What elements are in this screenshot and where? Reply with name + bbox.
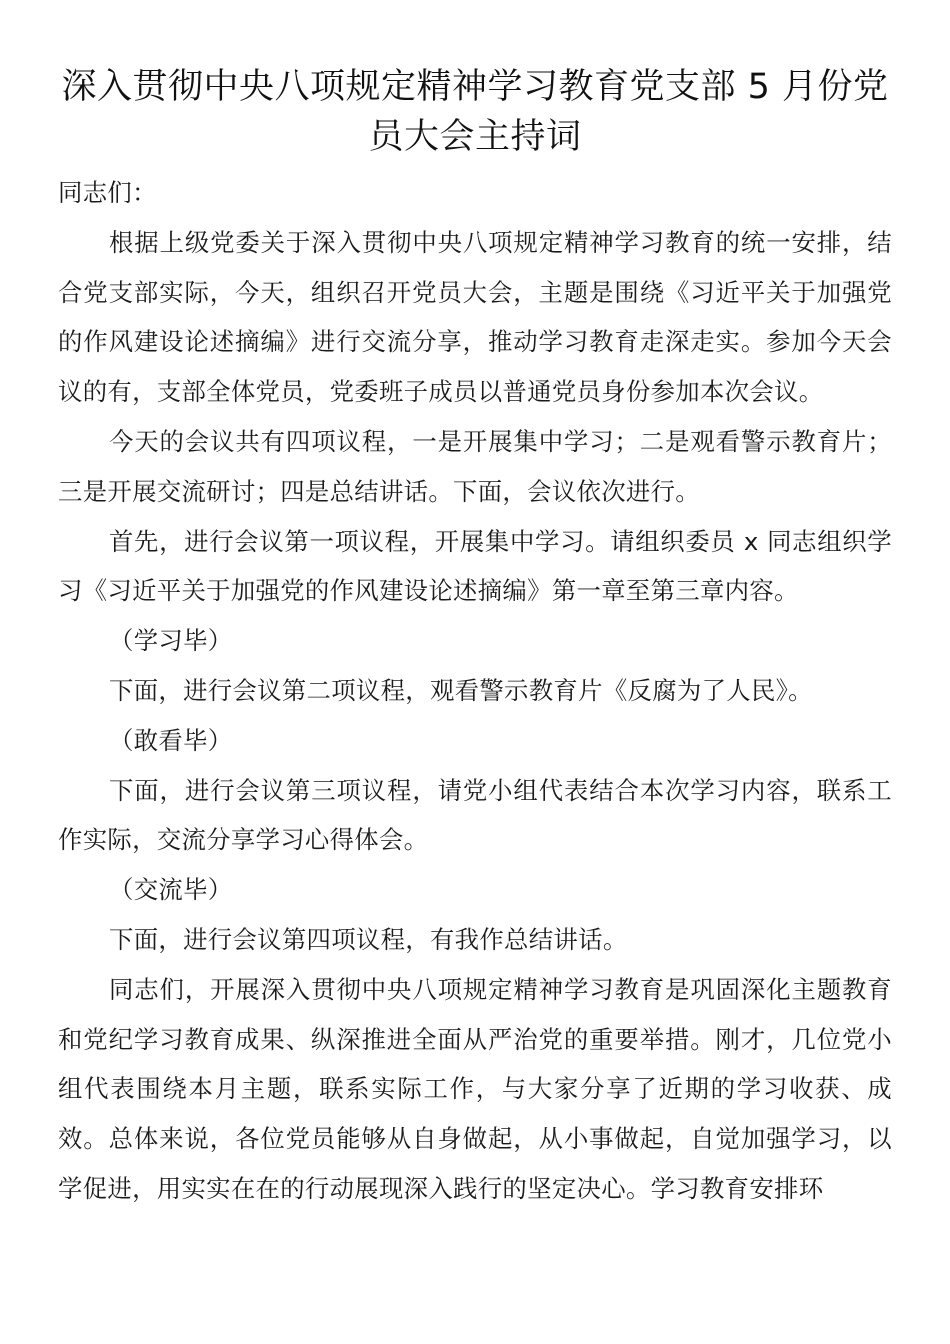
- paragraph-summary: 同志们，开展深入贯彻中央八项规定精神学习教育是巩固深化主题教育和党纪学习教育成果、纵深推进全面从严治党的重要举措。刚才，几位党小组代表围绕本月主题，联系实际工作，与大家分享了近期的学习收获、成效。总体来说，各位党员能够从自身做起，从小事做起，自觉加强学习，以学促进，用实实在在的行动展现深入践行的坚定决心。学习教育安排环: [58, 974, 892, 1203]
- paragraph-agenda: 今天的会议共有四项议程，一是开展集中学习；二是观看警示教育片；三是开展交流研讨；四是总结讲话。下面，会议依次进行。: [58, 426, 892, 506]
- paragraph-item-3: 下面，进行会议第三项议程，请党小组代表结合本次学习内容，联系工作实际，交流分享学习心得体会。: [58, 775, 892, 855]
- paragraph-intro: 根据上级党委关于深入贯彻中央八项规定精神学习教育的统一安排，结合党支部实际，今天，组织召开党员大会，主题是围绕《习近平关于加强党的作风建设论述摘编》进行交流分享，推动学习教育走深走实。参加今天会议的有，支部全体党员，党委班子成员以普通党员身份参加本次会议。: [58, 227, 892, 407]
- note-watch-done: （敢看毕）: [109, 725, 233, 755]
- note-study-done: （学习毕）: [109, 626, 233, 656]
- salutation: 同志们：: [58, 178, 157, 207]
- paragraph-item-4: 下面，进行会议第四项议程，有我作总结讲话。: [109, 924, 628, 954]
- document-title: 深入贯彻中央八项规定精神学习教育党支部 5 月份党员大会主持词: [61, 67, 889, 157]
- note-exchange-done: （交流毕）: [109, 875, 233, 905]
- paragraph-item-1: 首先，进行会议第一项议程，开展集中学习。请组织委员 x 同志组织学习《习近平关于加强党的作风建设论述摘编》第一章至第三章内容。: [58, 526, 892, 606]
- paragraph-item-2: 下面，进行会议第二项议程，观看警示教育片《反腐为了人民》。: [109, 675, 813, 705]
- document-body: [58, 168, 892, 1214]
